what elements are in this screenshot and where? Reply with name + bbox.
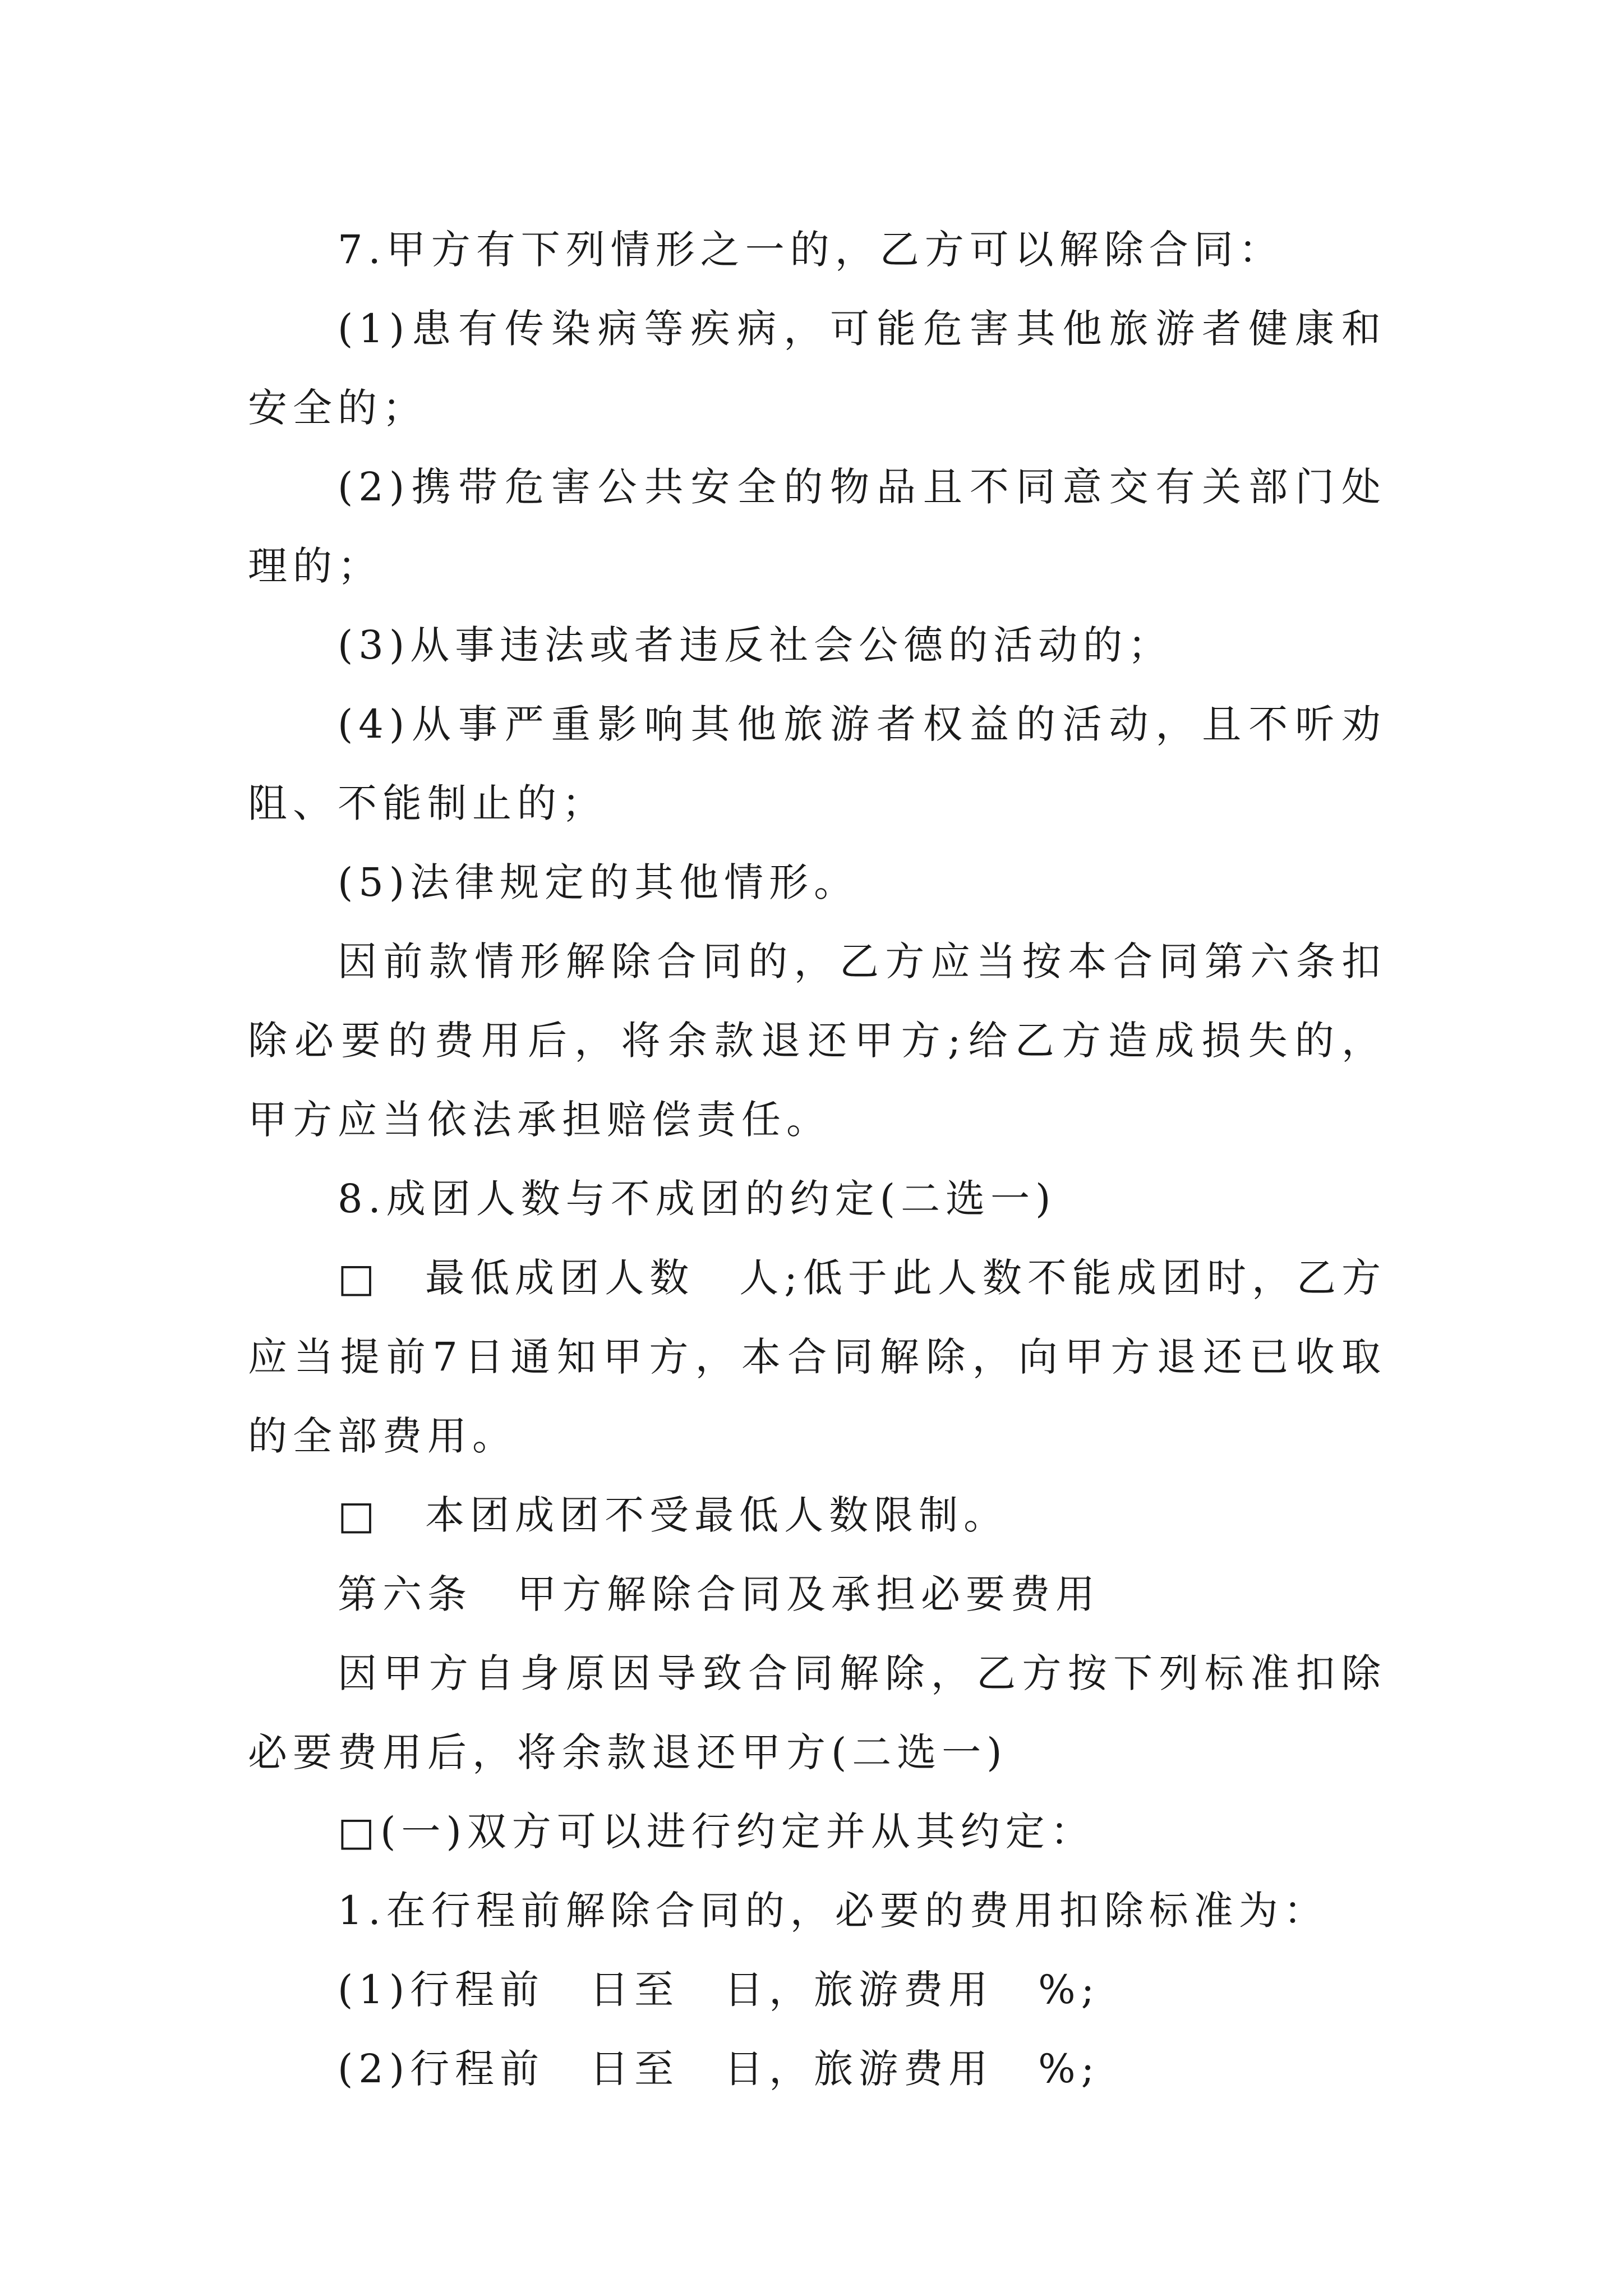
clause-7-item-2: (2)携带危害公共安全的物品且不同意交有关部门处理的； xyxy=(248,464,1386,589)
clause-8-heading: 8.成团人数与不成团的约定(二选一) xyxy=(338,1176,1057,1222)
article-6-option-1: □(一)双方可以进行约定并从其约定： xyxy=(338,1809,1095,1855)
document-body xyxy=(248,210,1386,2109)
clause-7-item-3: (3)从事违法或者违反社会公德的活动的； xyxy=(338,622,1173,668)
article-6-intro: 因甲方自身原因导致合同解除，乙方按下列标准扣除必要费用后，将余款退还甲方(二选一) xyxy=(248,1650,1386,1775)
clause-7-item-5: (5)法律规定的其他情形。 xyxy=(338,859,859,905)
clause-8-option-2: □ 本团成团不受最低人数限制。 xyxy=(338,1492,1009,1538)
article-6-sub-1: (1)行程前 日至 日，旅游费用 %; xyxy=(338,1967,1100,2013)
clause-7-heading: 7.甲方有下列情形之一的，乙方可以解除合同： xyxy=(338,227,1284,273)
clause-7-item-4: (4)从事严重影响其他旅游者权益的活动，且不听劝阻、不能制止的； xyxy=(248,701,1386,826)
article-6-heading: 第六条 甲方解除合同及承担必要费用 xyxy=(338,1571,1100,1617)
article-6-sub-2: (2)行程前 日至 日，旅游费用 %; xyxy=(338,2046,1100,2092)
article-6-item-1: 1.在行程前解除合同的，必要的费用扣除标准为： xyxy=(338,1888,1329,1934)
clause-8-option-1: □ 最低成团人数 人;低于此人数不能成团时，乙方应当提前7日通知甲方，本合同解除，向甲方退还已收取的全部费用。 xyxy=(248,1255,1386,1459)
clause-7-consequence: 因前款情形解除合同的，乙方应当按本合同第六条扣除必要的费用后，将余款退还甲方;给乙方造成损失的，甲方应当依法承担赔偿责任。 xyxy=(248,938,1386,1143)
clause-7-item-1: (1)患有传染病等疾病，可能危害其他旅游者健康和安全的； xyxy=(248,306,1386,431)
